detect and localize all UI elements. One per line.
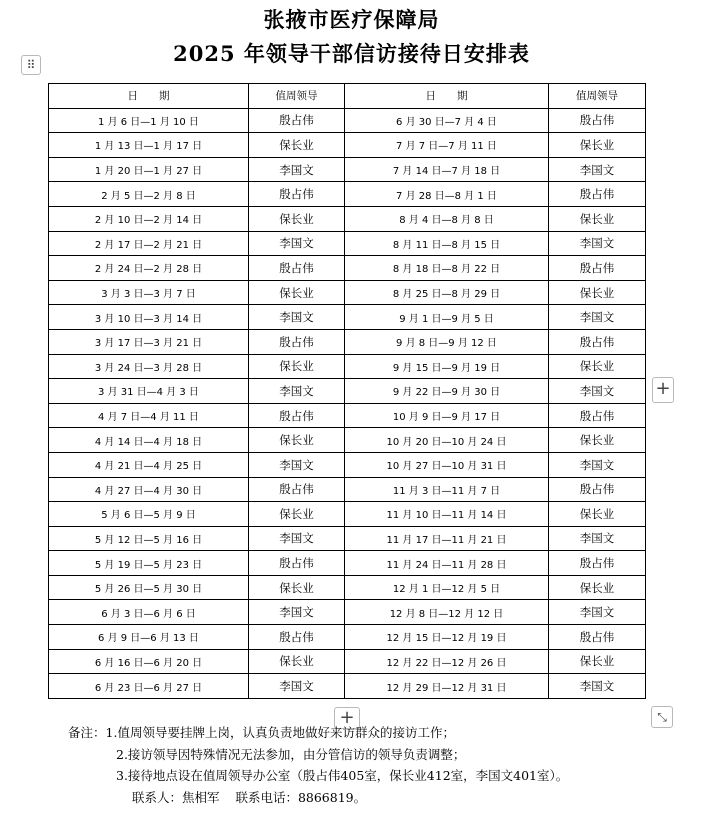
- date-cell: 2 月 24 日—2 月 28 日: [49, 256, 249, 281]
- leader-cell: 殷占伟: [249, 108, 345, 133]
- table-row: [49, 428, 646, 453]
- leader-cell: 殷占伟: [549, 108, 646, 133]
- date-cell: 1 月 13 日—1 月 17 日: [49, 133, 249, 158]
- table-row: [49, 108, 646, 133]
- leader-cell: 殷占伟: [249, 403, 345, 428]
- table-row: [49, 551, 646, 576]
- date-cell: 9 月 1 日—9 月 5 日: [345, 305, 549, 330]
- schedule-table: [48, 83, 646, 699]
- date-cell: 8 月 4 日—8 月 8 日: [345, 206, 549, 231]
- date-cell: 4 月 27 日—4 月 30 日: [49, 477, 249, 502]
- leader-cell: 保长业: [249, 649, 345, 674]
- date-cell: 9 月 15 日—9 月 19 日: [345, 354, 549, 379]
- leader-cell: 殷占伟: [549, 403, 646, 428]
- date-cell: 12 月 8 日—12 月 12 日: [345, 600, 549, 625]
- date-cell: 11 月 17 日—11 月 21 日: [345, 526, 549, 551]
- leader-cell: 殷占伟: [549, 329, 646, 354]
- notes-label: 备注：: [68, 725, 106, 740]
- leader-cell: 殷占伟: [249, 256, 345, 281]
- leader-cell: 保长业: [249, 575, 345, 600]
- date-cell: 3 月 31 日—4 月 3 日: [49, 379, 249, 404]
- date-cell: 3 月 3 日—3 月 7 日: [49, 280, 249, 305]
- contact-label: 联系人：: [132, 789, 183, 805]
- leader-cell: 殷占伟: [549, 256, 646, 281]
- table-header-row: [49, 84, 646, 109]
- leader-cell: 保长业: [549, 502, 646, 527]
- date-cell: 5 月 6 日—5 月 9 日: [49, 502, 249, 527]
- date-cell: 11 月 10 日—11 月 14 日: [345, 502, 549, 527]
- leader-cell: 李国文: [549, 452, 646, 477]
- leader-cell: 李国文: [549, 526, 646, 551]
- leader-cell: 李国文: [249, 157, 345, 182]
- date-cell: 5 月 26 日—5 月 30 日: [49, 575, 249, 600]
- leader-cell: 李国文: [549, 305, 646, 330]
- leader-cell: 保长业: [249, 354, 345, 379]
- leader-cell: 殷占伟: [549, 625, 646, 650]
- header-date-right: 日 期: [345, 84, 549, 109]
- date-cell: 6 月 9 日—6 月 13 日: [49, 625, 249, 650]
- leader-cell: 殷占伟: [249, 625, 345, 650]
- date-cell: 3 月 24 日—3 月 28 日: [49, 354, 249, 379]
- date-cell: 10 月 9 日—9 月 17 日: [345, 403, 549, 428]
- leader-cell: 李国文: [549, 674, 646, 699]
- leader-cell: 保长业: [249, 280, 345, 305]
- date-cell: 7 月 14 日—7 月 18 日: [345, 157, 549, 182]
- schedule-body: [49, 108, 646, 698]
- document-title: 张掖市医疗保障局: [263, 7, 440, 32]
- leader-cell: 保长业: [549, 133, 646, 158]
- date-cell: 6 月 3 日—6 月 6 日: [49, 600, 249, 625]
- date-cell: 3 月 17 日—3 月 21 日: [49, 329, 249, 354]
- leader-cell: 李国文: [549, 157, 646, 182]
- leader-cell: 殷占伟: [249, 329, 345, 354]
- table-row: [49, 600, 646, 625]
- table-resize-icon[interactable]: ⤡: [651, 706, 673, 728]
- leader-cell: 李国文: [249, 305, 345, 330]
- date-cell: 11 月 3 日—11 月 7 日: [345, 477, 549, 502]
- leader-cell: 殷占伟: [549, 182, 646, 207]
- contact-person: 焦相军: [182, 789, 220, 805]
- table-row: [49, 256, 646, 281]
- leader-cell: 保长业: [249, 502, 345, 527]
- date-cell: 9 月 8 日—9 月 12 日: [345, 329, 549, 354]
- date-cell: 9 月 22 日—9 月 30 日: [345, 379, 549, 404]
- table-row: [49, 133, 646, 158]
- date-cell: 1 月 6 日—1 月 10 日: [49, 108, 249, 133]
- table-row: [49, 477, 646, 502]
- date-cell: 5 月 19 日—5 月 23 日: [49, 551, 249, 576]
- date-cell: 1 月 20 日—1 月 27 日: [49, 157, 249, 182]
- add-row-icon[interactable]: +: [334, 707, 360, 729]
- leader-cell: 保长业: [249, 133, 345, 158]
- table-row: [49, 674, 646, 699]
- table-row: [49, 379, 646, 404]
- date-cell: 4 月 14 日—4 月 18 日: [49, 428, 249, 453]
- phone-number: 8866819。: [297, 789, 367, 805]
- table-row: [49, 452, 646, 477]
- header-leader-left: 值周领导: [249, 84, 345, 109]
- date-cell: 12 月 29 日—12 月 31 日: [345, 674, 549, 699]
- leader-cell: 保长业: [249, 206, 345, 231]
- date-cell: 12 月 1 日—12 月 5 日: [345, 575, 549, 600]
- leader-cell: 保长业: [249, 428, 345, 453]
- table-row: [49, 502, 646, 527]
- leader-cell: 李国文: [549, 231, 646, 256]
- leader-cell: 保长业: [549, 206, 646, 231]
- date-cell: 7 月 7 日—7 月 11 日: [345, 133, 549, 158]
- date-cell: 6 月 30 日—7 月 4 日: [345, 108, 549, 133]
- date-cell: 8 月 11 日—8 月 15 日: [345, 231, 549, 256]
- table-row: [49, 157, 646, 182]
- document-subtitle: 2025 年领导干部信访接待日安排表: [173, 41, 530, 66]
- date-cell: 8 月 25 日—8 月 29 日: [345, 280, 549, 305]
- date-cell: 7 月 28 日—8 月 1 日: [345, 182, 549, 207]
- date-cell: 4 月 7 日—4 月 11 日: [49, 403, 249, 428]
- date-cell: 10 月 27 日—10 月 31 日: [345, 452, 549, 477]
- date-cell: 2 月 17 日—2 月 21 日: [49, 231, 249, 256]
- date-cell: 10 月 20 日—10 月 24 日: [345, 428, 549, 453]
- table-row: [49, 206, 646, 231]
- contact-line: [68, 787, 568, 809]
- date-cell: 5 月 12 日—5 月 16 日: [49, 526, 249, 551]
- note-item-2: 2.接访领导因特殊情况无法参加，由分管信访的领导负责调整；: [116, 746, 466, 762]
- leader-cell: 保长业: [549, 649, 646, 674]
- date-cell: 4 月 21 日—4 月 25 日: [49, 452, 249, 477]
- leader-cell: 殷占伟: [249, 182, 345, 207]
- table-row: [49, 329, 646, 354]
- leader-cell: 李国文: [249, 452, 345, 477]
- leader-cell: 李国文: [249, 526, 345, 551]
- date-cell: 6 月 16 日—6 月 20 日: [49, 649, 249, 674]
- table-row: [49, 280, 646, 305]
- date-cell: 2 月 10 日—2 月 14 日: [49, 206, 249, 231]
- date-cell: 3 月 10 日—3 月 14 日: [49, 305, 249, 330]
- phone-label: 联系电话：: [235, 789, 298, 805]
- table-move-handle-icon[interactable]: ⠿: [21, 55, 41, 75]
- add-column-icon[interactable]: +: [652, 377, 674, 403]
- leader-cell: 保长业: [549, 428, 646, 453]
- table-row: [49, 403, 646, 428]
- leader-cell: 李国文: [249, 231, 345, 256]
- table-row: [49, 575, 646, 600]
- date-cell: 8 月 18 日—8 月 22 日: [345, 256, 549, 281]
- leader-cell: 李国文: [249, 674, 345, 699]
- table-row: [49, 231, 646, 256]
- leader-cell: 殷占伟: [249, 551, 345, 576]
- date-cell: 12 月 22 日—12 月 26 日: [345, 649, 549, 674]
- table-row: [49, 182, 646, 207]
- table-row: [49, 526, 646, 551]
- table-row: [49, 625, 646, 650]
- header-leader-right: 值周领导: [549, 84, 646, 109]
- date-cell: 6 月 23 日—6 月 27 日: [49, 674, 249, 699]
- table-row: [49, 305, 646, 330]
- leader-cell: 李国文: [249, 600, 345, 625]
- date-cell: 2 月 5 日—2 月 8 日: [49, 182, 249, 207]
- leader-cell: 殷占伟: [549, 551, 646, 576]
- table-row: [49, 354, 646, 379]
- note-item-3: 3.接待地点设在值周领导办公室（殷占伟405室，保长业412室，李国文401室）。: [116, 768, 569, 783]
- date-cell: 12 月 15 日—12 月 19 日: [345, 625, 549, 650]
- leader-cell: 李国文: [549, 379, 646, 404]
- leader-cell: 保长业: [549, 354, 646, 379]
- note-item-1: 备注：1.值周领导要挂牌上岗，认真负责地做好来访群众的接访工作；: [68, 725, 455, 740]
- leader-cell: 保长业: [549, 280, 646, 305]
- date-cell: 11 月 24 日—11 月 28 日: [345, 551, 549, 576]
- leader-cell: 殷占伟: [549, 477, 646, 502]
- notes-section: [68, 722, 568, 808]
- table-row: [49, 649, 646, 674]
- leader-cell: 殷占伟: [249, 477, 345, 502]
- leader-cell: 李国文: [549, 600, 646, 625]
- leader-cell: 李国文: [249, 379, 345, 404]
- leader-cell: 保长业: [549, 575, 646, 600]
- header-date-left: 日 期: [49, 84, 249, 109]
